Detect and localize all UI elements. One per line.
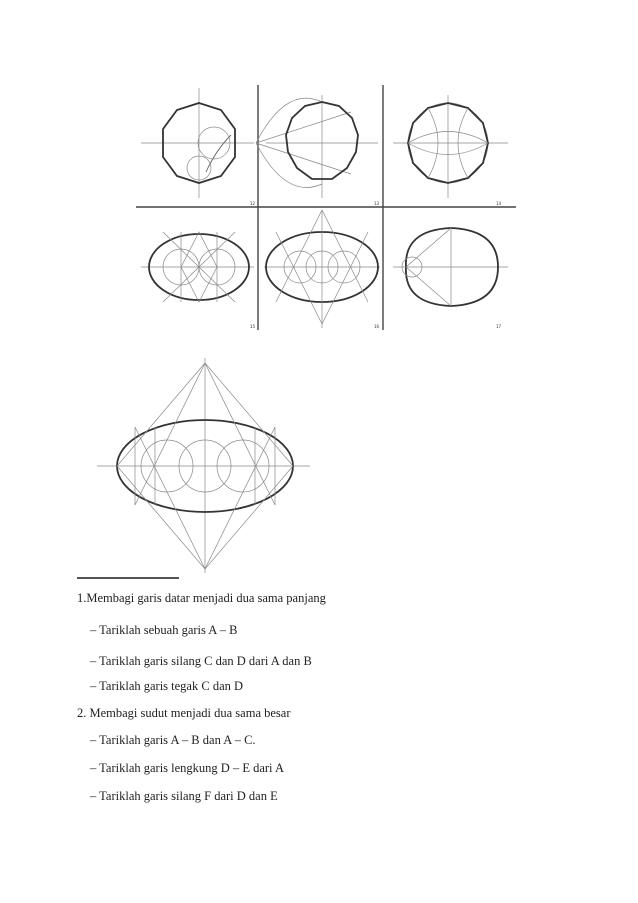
instruction-heading-2: 2. Membagi sudut menjadi dua sama besar [77, 706, 291, 720]
figure-15-oval [141, 232, 254, 302]
oval-construction-line-2 [205, 363, 275, 505]
instruction-step: – Tariklah sebuah garis A – B [90, 623, 238, 637]
figure-label-17: 17 [496, 324, 502, 329]
figure-label-13: 13 [374, 201, 380, 206]
construction-figures-grid [136, 80, 516, 340]
instruction-step: – Tariklah garis silang C dan D dari A dan B [90, 654, 312, 668]
instruction-step: – Tariklah garis tegak C dan D [90, 679, 244, 693]
oval-construction-line-1 [135, 363, 205, 505]
figure-13-polygon [256, 95, 378, 198]
instruction-step: – Tariklah garis A – B dan A – C. [90, 733, 256, 747]
figure-14-dodecagon [393, 95, 508, 198]
figure-label-14: 14 [496, 201, 502, 206]
construction-figures-svg [136, 80, 516, 340]
oval-construction-line-3 [135, 427, 205, 569]
section-divider [77, 577, 179, 579]
figure-label-12: 12 [250, 201, 256, 206]
instruction-heading-1: 1.Membagi garis datar menjadi dua sama panjang [77, 591, 326, 605]
instruction-step: – Tariklah garis silang F dari D dan E [90, 789, 278, 803]
large-oval-figure [95, 355, 315, 575]
figure-16-oval [264, 210, 380, 328]
oval-construction-line-4 [205, 427, 275, 569]
figure-label-16: 16 [374, 324, 380, 329]
figure-label-15: 15 [250, 324, 256, 329]
instruction-step: – Tariklah garis lengkung D – E dari A [90, 761, 284, 775]
figure-12-decagon [141, 88, 254, 198]
figure-17-egg [393, 228, 508, 306]
large-oval-svg [95, 355, 315, 575]
